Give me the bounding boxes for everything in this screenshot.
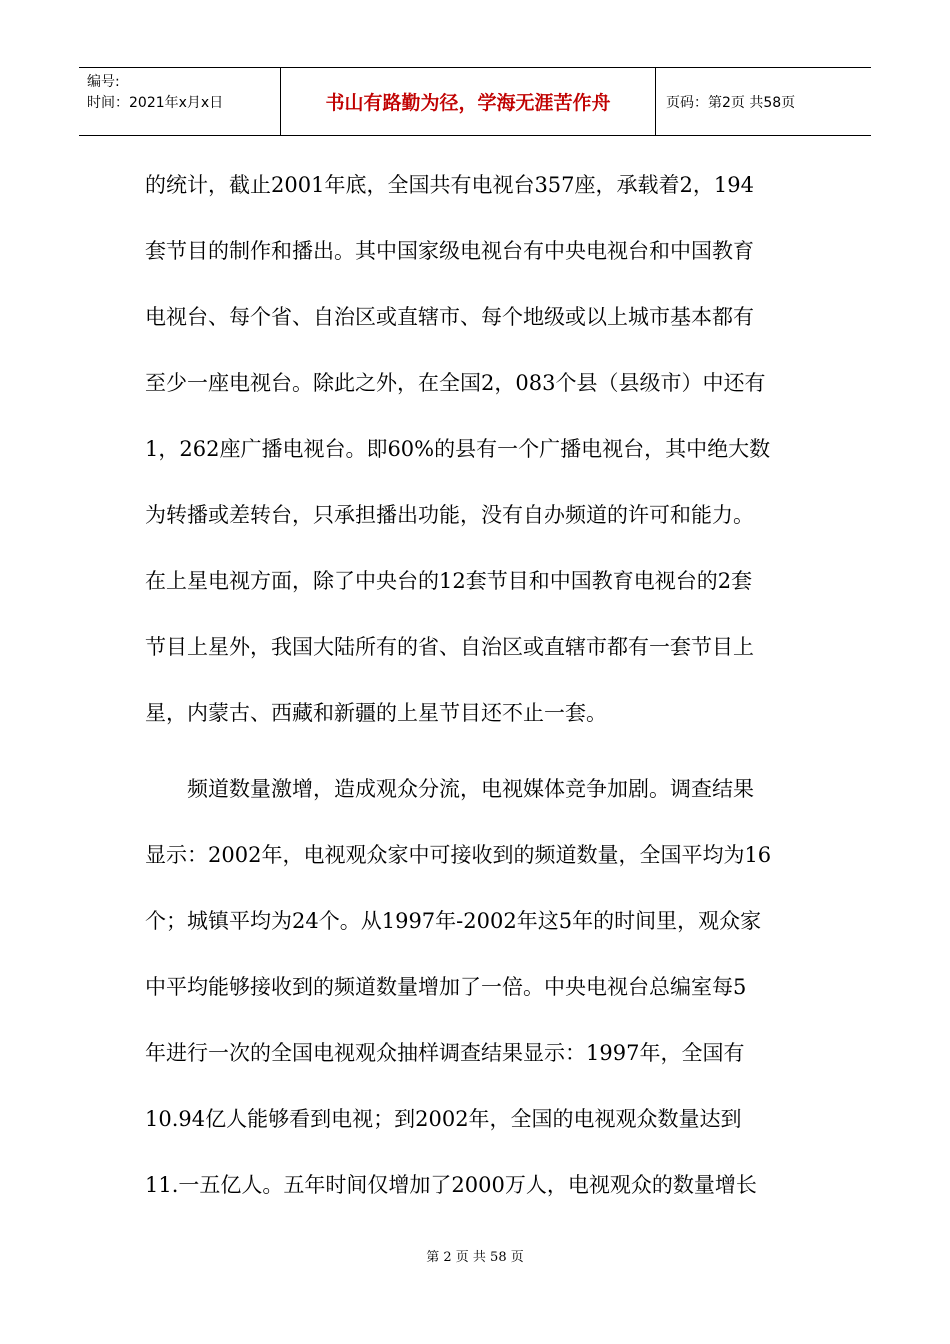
text-line: 为转播或差转台，只承担播出功能，没有自办频道的许可和能力。 [145,503,754,527]
text-line: 节目上星外，我国大陆所有的省、自治区或直辖市都有一套节目上 [145,635,754,659]
header-page-info: 页码：第2页 共58页 [666,94,796,111]
text-line: 频道数量激增，造成观众分流，电视媒体竞争加剧。调查结果 [187,777,754,801]
number-label: 编号: [87,74,120,90]
text-line: 至少一座电视台。除此之外，在全国2，083个县（县级市）中还有 [145,371,766,395]
document-body [145,152,805,1218]
page-footer: 第 2 页 共 58 页 [426,1250,524,1265]
text-line: 10.94亿人能够看到电视；到2002年，全国的电视观众数量达到 [145,1107,742,1131]
text-line: 在上星电视方面，除了中央台的12套节目和中国教育电视台的2套 [145,569,753,593]
text-line: 1，262座广播电视台。即60%的县有一个广播电视台，其中绝大数 [145,437,771,461]
text-line: 电视台、每个省、自治区或直辖市、每个地级或以上城市基本都有 [145,305,754,329]
text-line: 个；城镇平均为24个。从1997年-2002年这5年的时间里，观众家 [145,909,762,933]
text-line: 11.一五亿人。五年时间仅增加了2000万人，电视观众的数量增长 [145,1173,757,1197]
text-line: 显示：2002年，电视观众家中可接收到的频道数量，全国平均为16 [145,843,772,867]
header-motto: 书山有路勤为径，学海无涯苦作舟 [281,68,656,135]
time-label: 时间：2021年x月x日 [87,95,224,111]
text-line: 中平均能够接收到的频道数量增加了一倍。中央电视台总编室每5 [145,975,747,999]
page-header [79,67,871,136]
text-line: 套节目的制作和播出。其中国家级电视台有中央电视台和中国教育 [145,239,754,263]
text-line: 的统计，截止2001年底，全国共有电视台357座，承载着2，194 [145,173,754,197]
paragraph-gap [145,746,805,756]
text-line: 年进行一次的全国电视观众抽样调查结果显示：1997年，全国有 [145,1041,745,1065]
header-meta [79,68,281,135]
text-line: 星，内蒙古、西藏和新疆的上星节目还不止一套。 [145,701,607,725]
